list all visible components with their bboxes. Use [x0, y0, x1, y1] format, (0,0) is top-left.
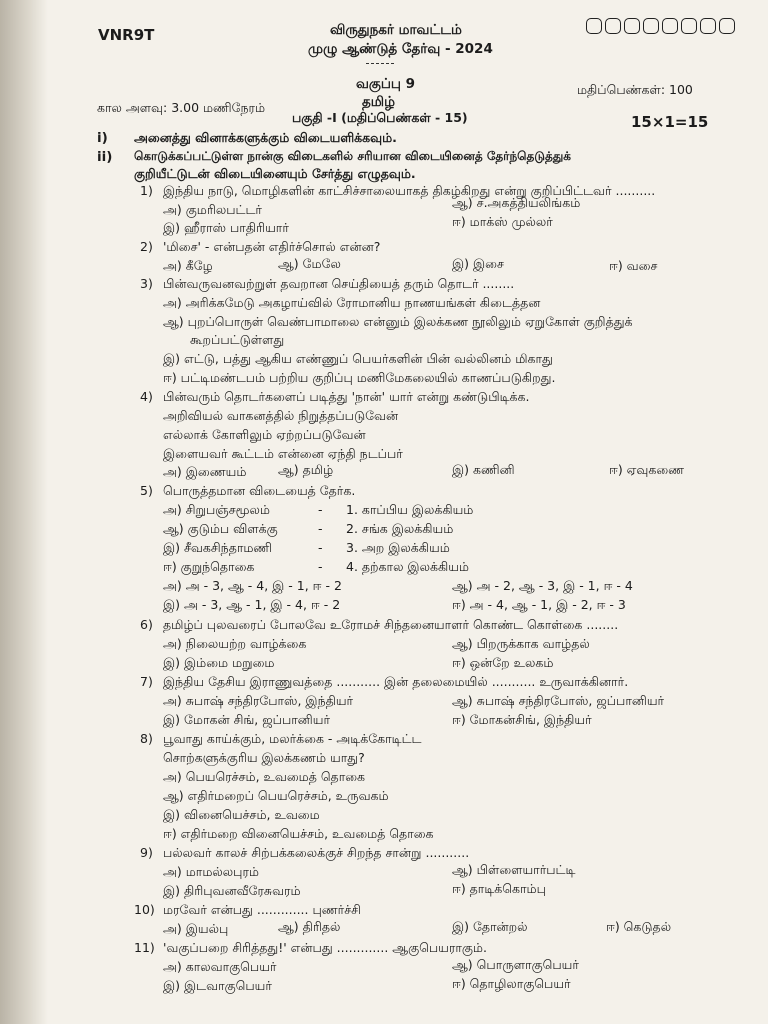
register-number-boxes — [586, 18, 735, 34]
question-number: 4) — [140, 389, 153, 404]
option-d: ஈ) ஒன்றே உலகம் — [452, 655, 554, 670]
question-number: 7) — [140, 674, 153, 689]
register-box — [681, 18, 697, 34]
option-c: இ) திரிபுவனவீரேசுவரம் — [163, 883, 301, 898]
option-b: ஆ) ச.அகத்தியலிங்கம் — [452, 195, 581, 210]
match-left: இ) சீவகசிந்தாமணி — [163, 540, 273, 555]
option-d: ஈ) எதிர்மறை வினையெச்சம், உவமைத் தொகை — [163, 826, 434, 841]
match-separator: - — [318, 521, 323, 536]
question-number: 9) — [140, 845, 153, 860]
question-text: மரவேர் என்பது ............. புணர்ச்சி — [163, 902, 361, 917]
question-text: பல்லவர் காலச் சிற்பக்கலைக்குச் சிறந்த சான்று ........... — [163, 845, 470, 860]
option-d: ஈ) வசை — [609, 258, 658, 273]
option-d: ஈ) கெடுதல் — [606, 919, 672, 934]
paper-code: VNR9T — [98, 26, 155, 44]
option-b: ஆ) மேலே — [278, 256, 341, 271]
question-number: 10) — [134, 902, 155, 917]
match-left: அ) சிறுபஞ்சமூலம் — [163, 502, 270, 517]
match-left: ஆ) குடும்ப விளக்கு — [163, 521, 278, 536]
option-b: ஆ) அ - 2, ஆ - 3, இ - 1, ஈ - 4 — [452, 578, 633, 593]
match-right: 4. தற்கால இலக்கியம் — [346, 559, 469, 574]
option-d: ஈ) அ - 4, ஆ - 1, இ - 2, ஈ - 3 — [452, 597, 626, 612]
question-number: 6) — [140, 617, 153, 632]
register-box — [643, 18, 659, 34]
option-a: அ) இணையம் — [163, 464, 247, 479]
option-c: இ) ஹீராஸ் பாதிரியார் — [163, 220, 289, 235]
option-c: இ) இம்மை மறுமை — [163, 655, 275, 670]
instruction-number: ii) — [97, 149, 113, 165]
instruction-text: கொடுக்கப்பட்டுள்ள நான்கு விடைகளில் சரியான விடையினைத் தேர்ந்தெடுத்துக் — [134, 149, 571, 163]
instruction-number: i) — [97, 130, 108, 146]
register-box — [624, 18, 640, 34]
register-box — [700, 18, 716, 34]
subject-label: தமிழ் — [362, 94, 395, 110]
option-b: ஆ) பொருளாகுபெயர் — [452, 957, 579, 972]
option-a: அ) நிலையற்ற வாழ்க்கை — [163, 636, 307, 651]
option-b: ஆ) திரிதல் — [278, 919, 341, 934]
option-b: ஆ) தமிழ் — [278, 462, 334, 477]
option-a: அ) குமரிலபட்டர் — [163, 202, 262, 217]
option-c: இ) இசை — [452, 256, 504, 271]
part-marks: 15×1=15 — [631, 113, 709, 131]
option-c: இ) கணினி — [452, 462, 515, 477]
option-d: ஈ) பட்டிமண்டபம் பற்றிய குறிப்பு மணிமேகலையில் காணப்படுகிறது. — [163, 370, 556, 385]
question-number: 5) — [140, 483, 153, 498]
option-a: அ) மாமல்லபுரம் — [163, 864, 259, 879]
instruction-text: அனைத்து வினாக்களுக்கும் விடையளிக்கவும். — [134, 130, 397, 145]
match-right: 3. அற இலக்கியம் — [346, 540, 450, 555]
option-c: இ) அ - 3, ஆ - 1, இ - 4, ஈ - 2 — [163, 597, 341, 612]
max-marks: மதிப்பெண்கள்: 100 — [577, 82, 693, 97]
instruction-text-cont: குறியீட்டுடன் விடையினையும் சேர்த்து எழுதவும். — [134, 166, 416, 181]
question-text: பொருத்தமான விடையைத் தேர்க. — [163, 483, 356, 498]
question-number: 11) — [134, 940, 155, 955]
part-heading: பகுதி -I (மதிப்பெண்கள் - 15) — [292, 110, 468, 125]
option-b-cont: கூறப்பட்டுள்ளது — [190, 332, 285, 347]
question-text: 'வகுப்பறை சிரித்தது!' என்பது ............. ஆகுபெயராகும். — [163, 940, 487, 955]
option-a: அ) கீழே — [163, 258, 213, 273]
riddle-line: அறிவியல் வாகனத்தில் நிறுத்தப்படுவேன் — [163, 408, 399, 423]
option-b: ஆ) பிள்ளையார்பட்டி — [452, 862, 576, 877]
option-a: அ) இயல்பு — [163, 921, 229, 936]
option-b: ஆ) சுபாஷ் சந்திரபோஸ், ஜப்பானியர் — [452, 693, 665, 708]
register-box — [586, 18, 602, 34]
register-box — [662, 18, 678, 34]
question-number: 3) — [140, 276, 153, 291]
option-d: ஈ) மாக்ஸ் முல்லர் — [452, 214, 553, 229]
register-box — [605, 18, 621, 34]
question-text: பூவாது காய்க்கும், மலர்க்கை - அடிக்கோடிட்ட — [163, 731, 422, 746]
option-c: இ) எட்டு, பத்து ஆகிய எண்ணுப் பெயர்களின் பின் வல்லினம் மிகாது — [163, 351, 553, 366]
option-c: இ) இடவாகுபெயர் — [163, 978, 272, 993]
exam-title: முழு ஆண்டுத் தேர்வு - 2024 — [308, 41, 493, 57]
option-b: ஆ) புறப்பொருள் வெண்பாமாலை என்னும் இலக்கண நூலிலும் ஏறுகோள் குறித்துக் — [163, 314, 633, 329]
option-a: அ) சுபாஷ் சந்திரபோஸ், இந்தியர் — [163, 693, 354, 708]
match-right: 1. காப்பிய இலக்கியம் — [346, 502, 474, 517]
option-a: அ) அ - 3, ஆ - 4, இ - 1, ஈ - 2 — [163, 578, 342, 593]
option-d: ஈ) மோகன்சிங், இந்தியர் — [452, 712, 592, 727]
question-number: 2) — [140, 239, 153, 254]
option-c: இ) தோன்றல் — [452, 919, 528, 934]
option-c: இ) வினையெச்சம், உவமை — [163, 807, 320, 822]
question-number: 1) — [140, 183, 153, 198]
match-separator: - — [318, 502, 323, 517]
match-separator: - — [318, 559, 323, 574]
option-d: ஈ) தொழிலாகுபெயர் — [452, 976, 571, 991]
question-text: தமிழ்ப் புலவரைப் போலவே உரோமச் சிந்தனையாளர் கொண்ட கொள்கை ........ — [163, 617, 619, 632]
option-a: அ) பெயரெச்சம், உவமைத் தொகை — [163, 769, 366, 784]
district-title: விருதுநகர் மாவட்டம் — [330, 22, 462, 38]
match-separator: - — [318, 540, 323, 555]
option-b: ஆ) பிறருக்காக வாழ்தல் — [452, 636, 590, 651]
option-a: அ) அரிக்கமேடு அகழாய்வில் ரோமானிய நாணயங்கள் கிடைத்தன — [163, 295, 541, 310]
riddle-line: இளையவர் கூட்டம் என்னை ஏந்தி நடப்பர் — [163, 446, 403, 461]
option-d: ஈ) தாடிக்கொம்பு — [452, 881, 546, 896]
riddle-line: எல்லாக் கோளிலும் ஏற்றப்படுவேன் — [163, 427, 366, 442]
question-text: பின்வருவனவற்றுள் தவறான செய்தியைத் தரும் தொடர் ........ — [163, 276, 515, 291]
class-label: வகுப்பு 9 — [356, 76, 416, 92]
match-right: 2. சங்க இலக்கியம் — [346, 521, 454, 536]
header-divider — [366, 63, 394, 64]
question-text: பின்வரும் தொடர்களைப் படித்து 'நான்' யார் என்று கண்டுபிடிக்க. — [163, 389, 530, 404]
option-a: அ) காலவாகுபெயர் — [163, 959, 277, 974]
option-d: ஈ) ஏவுகணை — [609, 462, 685, 477]
option-c: இ) மோகன் சிங், ஜப்பானியர் — [163, 712, 331, 727]
register-box — [719, 18, 735, 34]
duration: கால அளவு: 3.00 மணிநேரம் — [97, 100, 266, 115]
question-text-cont: சொற்களுக்குரிய இலக்கணம் யாது? — [163, 750, 365, 765]
question-text: இந்திய நாடு, மொழிகளின் காட்சிச்சாலையாகத் திகழ்கிறது என்று குறிப்பிட்டவர் .......... — [163, 183, 656, 198]
question-text: இந்திய தேசிய இராணுவத்தை ........... இன் தலைமையில் ........... உருவாக்கினார். — [163, 674, 629, 689]
match-left: ஈ) குறுந்தொகை — [163, 559, 255, 574]
option-b: ஆ) எதிர்மறைப் பெயரெச்சம், உருவகம் — [163, 788, 389, 803]
question-number: 8) — [140, 731, 153, 746]
question-text: 'மிசை' - என்பதன் எதிர்ச்சொல் என்ன? — [163, 239, 381, 254]
